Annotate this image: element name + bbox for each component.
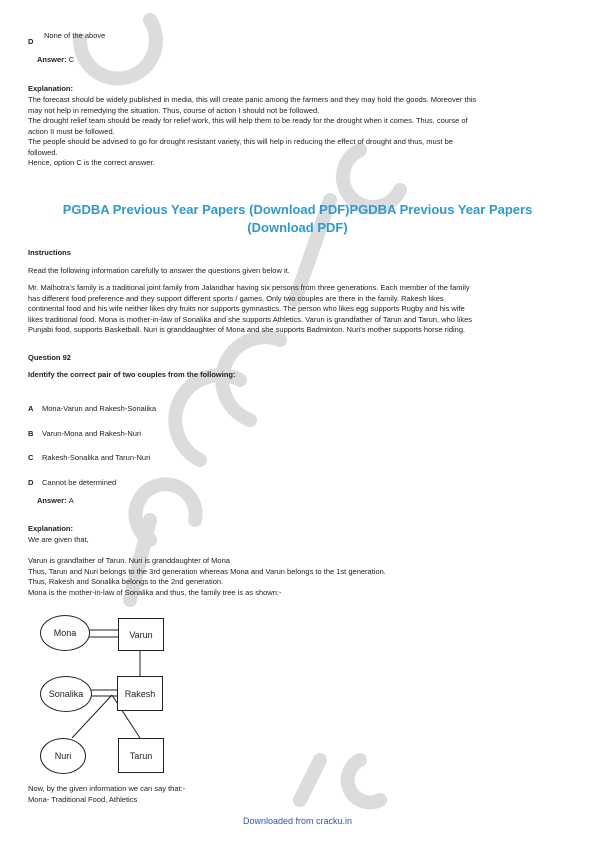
explanation-line: Hence, option C is the correct answer.: [28, 158, 155, 167]
conclusion-line: Now, by the given information we can say that:-: [28, 784, 186, 793]
option-text: Cannot be determined: [42, 478, 117, 487]
promo-link-line1[interactable]: PGDBA Previous Year Papers (Download PDF)PGDBA Previous Year Papers: [62, 202, 533, 217]
answer-value: A: [68, 496, 74, 505]
option-text: Mona-Varun and Rakesh-Sonalika: [42, 404, 157, 413]
option-text: Rakesh-Sonalika and Tarun-Nuri: [42, 453, 151, 462]
explanation-line: We are given that,: [28, 535, 89, 544]
explanation-line: action II must be followed.: [28, 126, 115, 136]
tree-node-varun: Varun: [118, 618, 164, 651]
option-letter: B: [28, 429, 34, 438]
promo-link-line2[interactable]: (Download PDF): [247, 220, 348, 235]
answer-label: Answer:: [37, 496, 67, 505]
option-letter: C: [28, 453, 34, 462]
explanation-heading: Explanation:: [28, 524, 74, 533]
instructions-heading: Instructions: [28, 248, 71, 257]
instructions-line: Punjabi food, supports Basketball. Nuri is granddaughter of Mona and she supports Badminton. Nuri's mother supports horse riding.: [28, 325, 466, 334]
tree-node-tarun: Tarun: [118, 738, 164, 773]
explanation-heading: Explanation:: [28, 84, 74, 93]
option-text: Varun-Mona and Rakesh-Nuri: [42, 429, 142, 438]
explanation-line: followed.: [28, 147, 58, 157]
explanation-line: may not help in remedying the situation. Thus, course of action I should not be followed.: [28, 105, 320, 115]
option-letter: A: [28, 404, 34, 413]
conclusion-line: Mona- Traditional Food, Athletics: [28, 794, 138, 804]
instructions-line: continental food and his wife neither likes dry fruits nor supports gymnastics. The person who likes egg supports Rugby and his wife: [28, 304, 465, 313]
question-number: Question 92: [28, 353, 71, 362]
tree-node-sonalika: Sonalika: [40, 676, 92, 712]
answer-label: Answer:: [37, 55, 67, 64]
explanation-line: The people should be advised to go for drought resistant variety, this will help in reducing the effect of drought and thus, must be: [28, 137, 453, 146]
tree-node-mona: Mona: [40, 615, 90, 651]
option-text: None of the above: [44, 31, 106, 40]
instructions-intro: Read the following information carefully to answer the questions given below it.: [28, 266, 290, 275]
option-letter: D: [28, 478, 34, 487]
conclusion: [28, 784, 568, 805]
explanation-line: Varun is grandfather of Tarun. Nuri is granddaughter of Mona: [28, 556, 230, 565]
instructions-line: Mr. Malhotra's family is a traditional joint family from Jalandhar having six persons from three generations. Each member of the family: [28, 283, 470, 292]
explanation-line: Thus, Tarun and Nuri belongs to the 3rd generation whereas Mona and Varun belongs to the 1st generation.: [28, 566, 386, 576]
answer-value: C: [68, 55, 75, 64]
explanation-line: Thus, Rakesh and Sonalika belongs to the 2nd generation.: [28, 577, 224, 586]
tree-node-rakesh: Rakesh: [117, 676, 163, 711]
tree-node-nuri: Nuri: [40, 738, 86, 774]
instructions-line: likes traditional food. Mona is mother-in-law of Sonalika and she supports Athletics. Varun is grandfather of Tarun and Tarun, who likes: [28, 314, 472, 324]
question-text: Identify the correct pair of two couples from the following:: [28, 370, 236, 379]
explanation-line: The drought relief team should be ready for relief work, this will help them to be ready for the drought when it comes. Thus, course of: [28, 116, 468, 125]
explanation-line: Mona is the mother-in-law of Sonalika and thus, the family tree is as shown:-: [28, 587, 282, 597]
instructions-line: has different food preference and they support different sports / games. Only two couples are there in the family. Rakesh likes: [28, 293, 444, 303]
footer-link[interactable]: Downloaded from cracku.in: [242, 816, 353, 826]
explanation-line: The forecast should be widely published in media, this will create panic among the farmers and they may hold the goods. Moreover this: [28, 95, 477, 104]
option-letter: D: [28, 37, 34, 46]
